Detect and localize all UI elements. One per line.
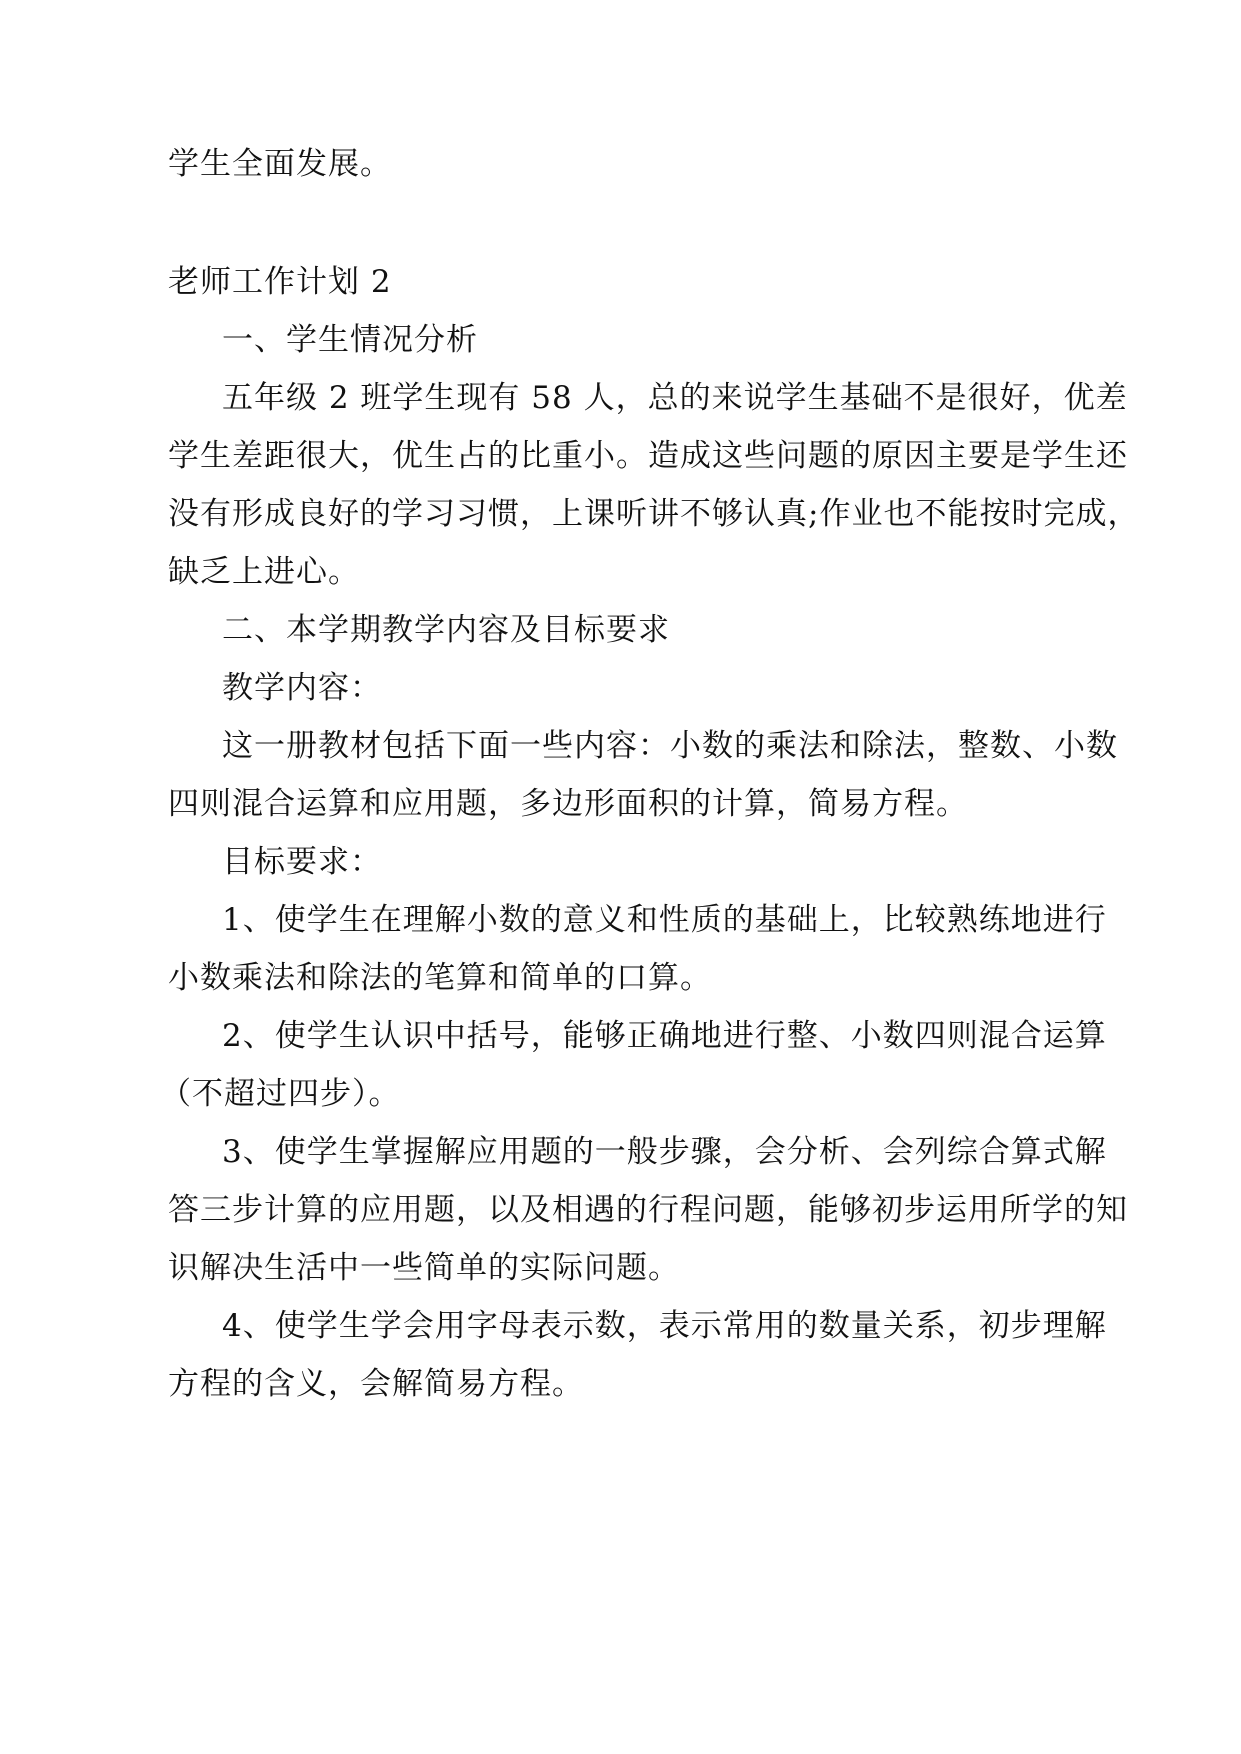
list-item-3-line-1: 3、使学生掌握解应用题的一般步骤，会分析、会列综合算式解 <box>222 1134 1107 1170</box>
text-line-4: 五年级 2 班学生现有 58 人，总的来说学生基础不是很好，优差 <box>222 380 1128 416</box>
list-item-3-line-2: 答三步计算的应用题，以及相遇的行程问题，能够初步运用所学的知 <box>168 1192 1128 1228</box>
heading-student-analysis: 一、学生情况分析 <box>222 322 478 358</box>
list-item-3-line-3: 识解决生活中一些简单的实际问题。 <box>168 1250 680 1286</box>
text-line-7: 缺乏上进心。 <box>168 554 360 590</box>
text-line-1: 学生全面发展。 <box>168 146 392 182</box>
list-item-2-line-1: 2、使学生认识中括号，能够正确地进行整、小数四则混合运算 <box>222 1018 1107 1054</box>
text-line-11: 四则混合运算和应用题，多边形面积的计算，简易方程。 <box>168 786 968 822</box>
text-line-6: 没有形成良好的学习习惯，上课听讲不够认真;作业也不能按时完成， <box>168 496 1140 532</box>
list-item-1-line-1: 1、使学生在理解小数的意义和性质的基础上，比较熟练地进行 <box>222 902 1107 938</box>
section-title: 老师工作计划 2 <box>168 264 392 300</box>
subheading-content: 教学内容： <box>222 670 382 706</box>
list-item-4-line-1: 4、使学生学会用字母表示数，表示常用的数量关系，初步理解 <box>222 1308 1107 1344</box>
list-item-4-line-2: 方程的含义，会解简易方程。 <box>168 1366 584 1402</box>
list-item-1-line-2: 小数乘法和除法的笔算和简单的口算。 <box>168 960 712 996</box>
list-item-2-line-2: （不超过四步）。 <box>160 1076 401 1112</box>
heading-teaching-content: 二、本学期教学内容及目标要求 <box>222 612 670 648</box>
text-line-5: 学生差距很大，优生占的比重小。造成这些问题的原因主要是学生还 <box>168 438 1128 474</box>
subheading-goals: 目标要求： <box>222 844 382 880</box>
text-line-10: 这一册教材包括下面一些内容：小数的乘法和除法，整数、小数 <box>222 728 1118 764</box>
